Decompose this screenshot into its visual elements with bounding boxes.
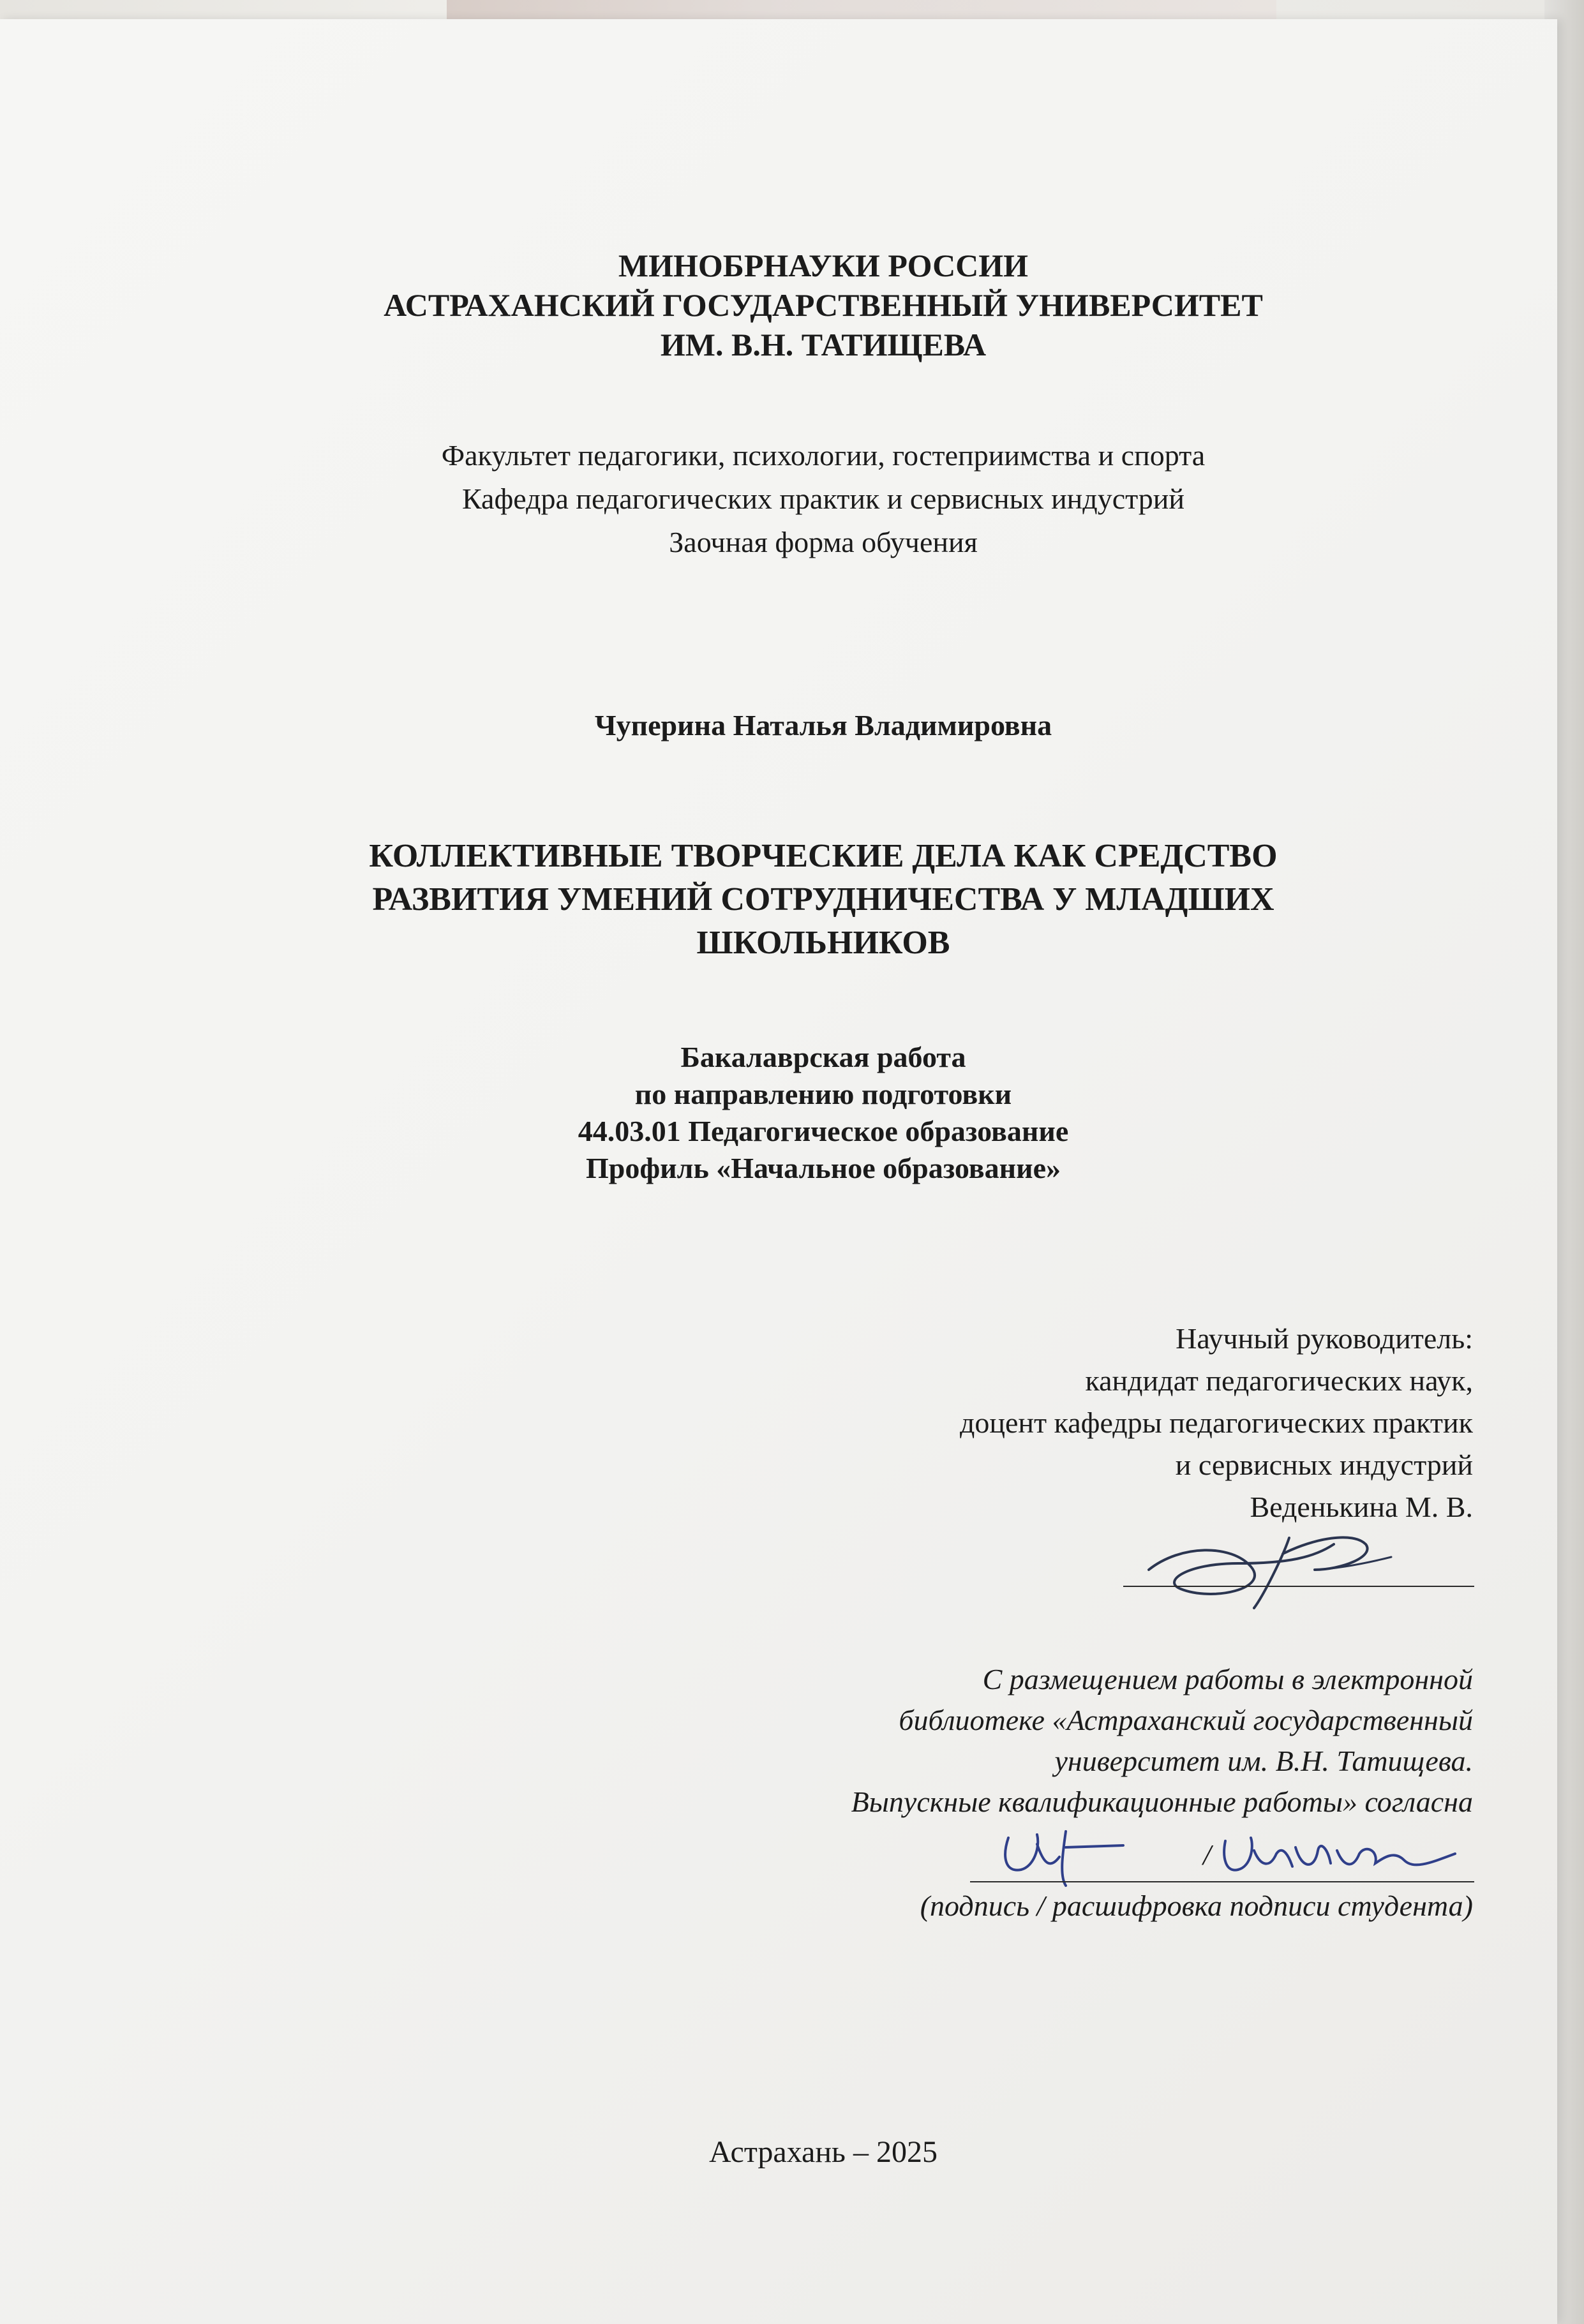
- consent-line-3: университет им. В.Н. Татищева.: [1054, 1745, 1473, 1777]
- supervisor-position-1: доцент кафедры педагогических практик: [959, 1406, 1473, 1439]
- work-type: Бакалаврская работа: [680, 1041, 966, 1073]
- author-name: Чуперина Наталья Владимировна: [594, 709, 1052, 741]
- department-name: Кафедра педагогических практик и сервисных индустрий: [461, 482, 1185, 515]
- student-signature: [970, 1819, 1481, 1889]
- title-line-1: КОЛЛЕКТИВНЫЕ ТВОРЧЕСКИЕ ДЕЛА КАК СРЕДСТВО: [369, 838, 1278, 874]
- city-year: Астрахань – 2025: [709, 2135, 938, 2169]
- ministry-line: МИНОБРНАУКИ РОССИИ: [618, 248, 1029, 283]
- signature-caption: (подпись / расшифровка подписи студента): [920, 1889, 1473, 1922]
- thesis-title: [268, 835, 1379, 965]
- supervisor-name: Веденькина М. В.: [1250, 1491, 1473, 1523]
- supervisor-position-2: и сервисных индустрий: [1175, 1449, 1473, 1481]
- supervisor-label: Научный руководитель:: [1176, 1322, 1473, 1355]
- consent-line-4: Выпускные квалификационные работы» согласна: [851, 1785, 1473, 1818]
- consent-line-1: С размещением работы в электронной: [982, 1663, 1473, 1695]
- student-signature-line: [970, 1881, 1474, 1882]
- consent-block: [851, 1659, 1473, 1822]
- direction: 44.03.01 Педагогическое образование: [578, 1115, 1069, 1147]
- profile: Профиль «Начальное образование»: [585, 1152, 1061, 1184]
- supervisor-signature: [1123, 1519, 1481, 1614]
- supervisor-block: [960, 1318, 1473, 1528]
- signature-separator: /: [1203, 1838, 1211, 1871]
- consent-line-2: библиотеке «Астраханский государственный: [899, 1704, 1473, 1736]
- faculty-name: Факультет педагогики, психологии, гостеприимства и спорта: [441, 439, 1206, 472]
- faculty-block: [191, 434, 1455, 564]
- university-line: АСТРАХАНСКИЙ ГОСУДАРСТВЕННЫЙ УНИВЕРСИТЕТ: [384, 287, 1263, 323]
- direction-label: по направлению подготовки: [634, 1078, 1012, 1110]
- title-line-2: РАЗВИТИЯ УМЕНИЙ СОТРУДНИЧЕСТВА У МЛАДШИХ: [372, 881, 1274, 918]
- work-type-block: [191, 1039, 1455, 1187]
- title-line-3: ШКОЛЬНИКОВ: [696, 925, 950, 961]
- study-form: Заочная форма обучения: [669, 526, 978, 558]
- supervisor-degree: кандидат педагогических наук,: [1085, 1364, 1473, 1397]
- institution-header: [191, 246, 1455, 364]
- supervisor-signature-line: [1123, 1586, 1474, 1587]
- university-name-line: ИМ. В.Н. ТАТИЩЕВА: [660, 327, 987, 362]
